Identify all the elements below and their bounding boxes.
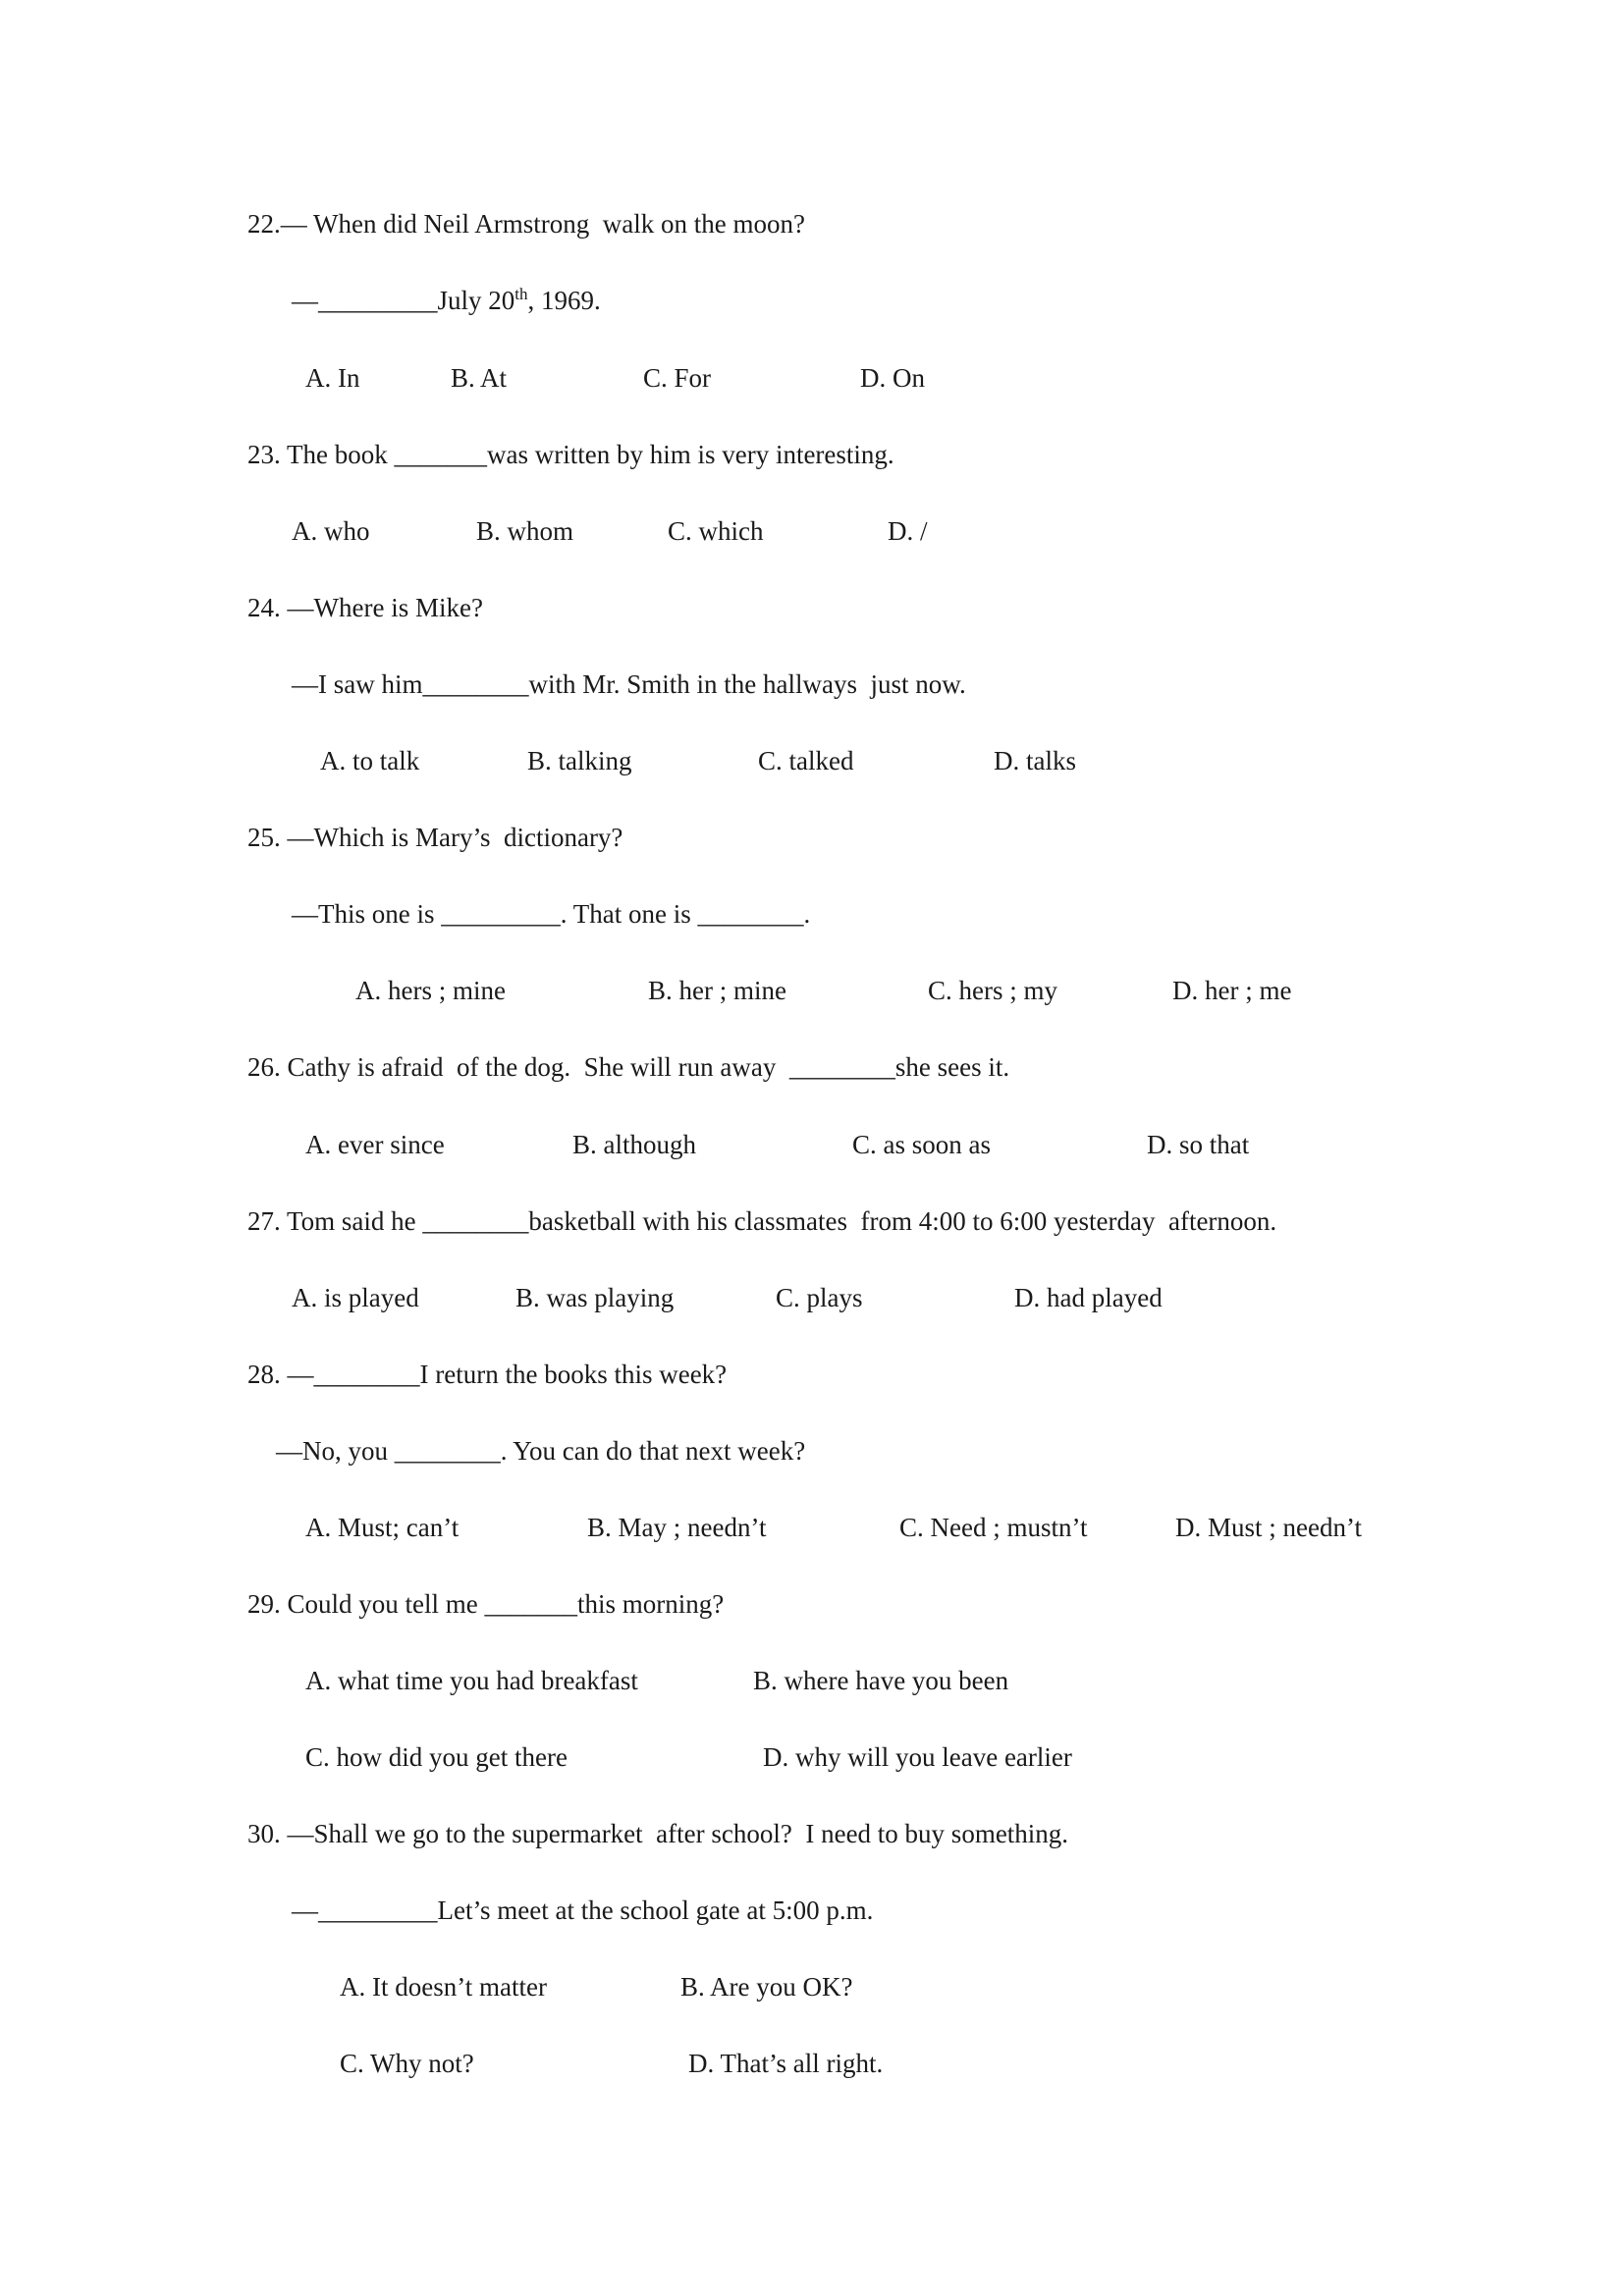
question-30-option-a[interactable]: A. It doesn’t matter [340,1972,547,2002]
q22-answer-sup: th [514,285,528,303]
question-28-line-2: —No, you ________. You can do that next week? [276,1436,806,1466]
question-27-option-d[interactable]: D. had played [1014,1283,1163,1312]
question-24-line-2: —I saw him________with Mr. Smith in the hallways just now. [292,669,966,699]
question-26-option-a[interactable]: A. ever since [305,1130,445,1159]
question-23-option-a[interactable]: A. who [292,516,370,546]
question-22-answer-line [292,284,601,317]
question-23-stem: 23. The book _______was written by him is very interesting. [247,440,894,469]
question-30-stem: 30. —Shall we go to the supermarket after school? I need to buy something. [247,1819,1069,1848]
question-26-option-c[interactable]: C. as soon as [852,1130,991,1159]
question-23-option-b[interactable]: B. whom [476,516,574,546]
question-26-option-b[interactable]: B. although [572,1130,696,1159]
question-26-option-d[interactable]: D. so that [1147,1130,1250,1159]
question-26-stem: 26. Cathy is afraid of the dog. She will run away ________she sees it. [247,1052,1010,1082]
question-30-option-c[interactable]: C. Why not? [340,2049,474,2078]
question-23-option-d[interactable]: D. / [888,516,928,546]
question-28-option-b[interactable]: B. May ; needn’t [587,1513,767,1542]
question-24-option-c[interactable]: C. talked [758,746,854,775]
question-24-option-a[interactable]: A. to talk [320,746,420,775]
question-25-line-2: —This one is _________. That one is ________. [292,899,811,929]
question-28-option-a[interactable]: A. Must; can’t [305,1513,460,1542]
question-28-stem: 28. —________I return the books this week? [247,1360,728,1389]
question-25-option-a[interactable]: A. hers ; mine [355,976,506,1005]
question-24-option-b[interactable]: B. talking [527,746,632,775]
question-30-option-b[interactable]: B. Are you OK? [680,1972,853,2002]
question-25-option-d[interactable]: D. her ; me [1172,976,1292,1005]
question-22-option-b[interactable]: B. At [451,363,508,393]
question-22-option-a[interactable]: A. In [305,363,360,393]
question-30-line-2: —_________Let’s meet at the school gate at 5:00 p.m. [292,1896,874,1925]
question-25-option-c[interactable]: C. hers ; my [928,976,1057,1005]
question-24-stem: 24. —Where is Mike? [247,593,483,622]
q22-answer-suffix: , 1969. [527,286,601,315]
question-25-option-b[interactable]: B. her ; mine [648,976,786,1005]
question-22-option-d[interactable]: D. On [860,363,925,393]
question-27-stem: 27. Tom said he ________basketball with his classmates from 4:00 to 6:00 yesterday afternoon. [247,1206,1277,1236]
question-29-option-b[interactable]: B. where have you been [753,1666,1009,1695]
q22-answer-prefix: —_________July 20 [292,286,515,315]
question-25-stem: 25. —Which is Mary’s dictionary? [247,823,623,852]
question-30-option-d[interactable]: D. That’s all right. [688,2049,884,2078]
question-27-option-c[interactable]: C. plays [776,1283,863,1312]
question-23-option-c[interactable]: C. which [668,516,764,546]
question-27-option-b[interactable]: B. was playing [515,1283,675,1312]
question-27-option-a[interactable]: A. is played [292,1283,419,1312]
question-22-option-c[interactable]: C. For [643,363,712,393]
question-28-option-d[interactable]: D. Must ; needn’t [1175,1513,1362,1542]
question-24-option-d[interactable]: D. talks [994,746,1076,775]
question-29-stem: 29. Could you tell me _______this morning? [247,1589,725,1619]
question-29-option-c[interactable]: C. how did you get there [305,1742,568,1772]
question-29-option-d[interactable]: D. why will you leave earlier [763,1742,1072,1772]
question-29-option-a[interactable]: A. what time you had breakfast [305,1666,638,1695]
question-22-stem: 22.— When did Neil Armstrong walk on the moon? [247,209,805,239]
question-28-option-c[interactable]: C. Need ; mustn’t [899,1513,1088,1542]
